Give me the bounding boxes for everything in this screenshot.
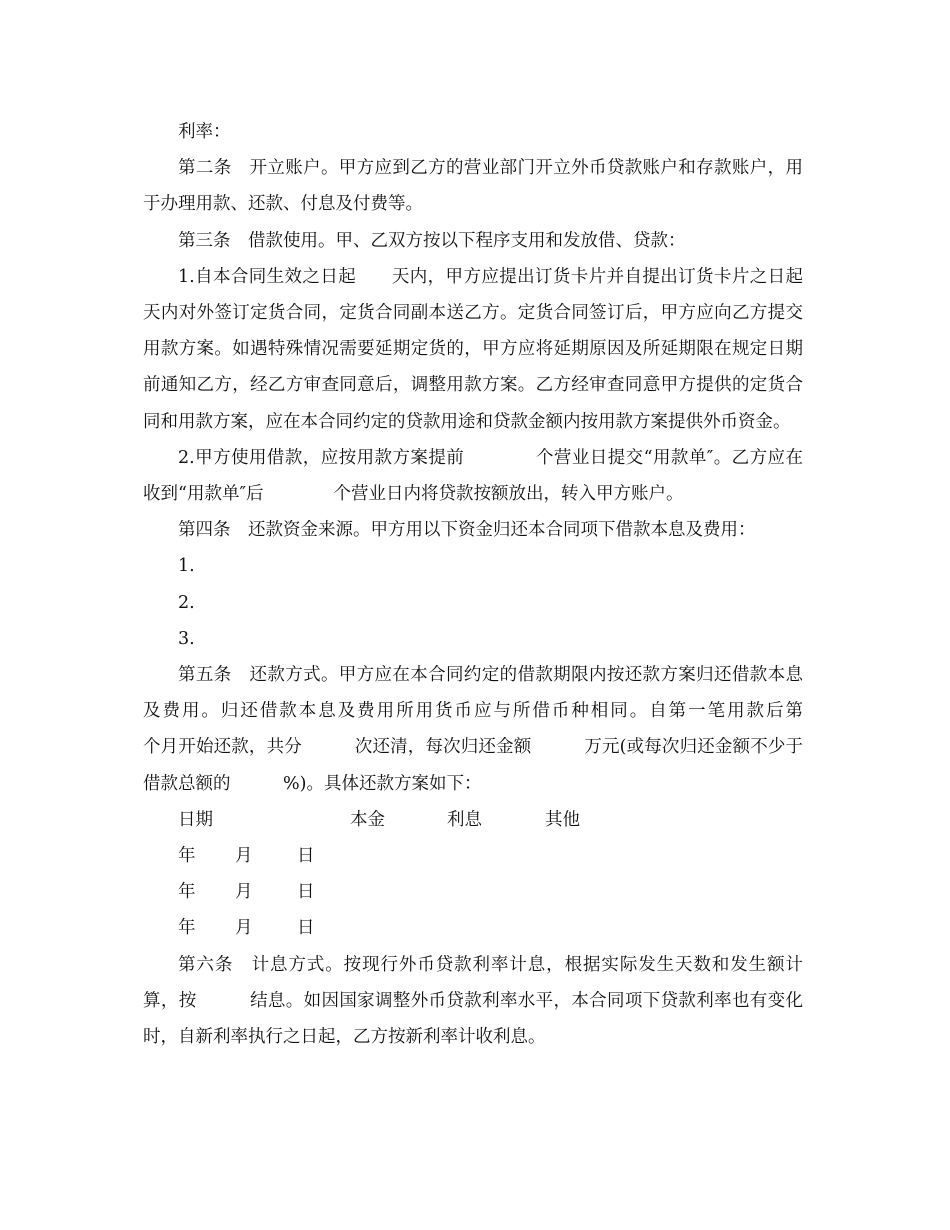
document-page (143, 114, 856, 1055)
schedule-month: 月 (235, 846, 253, 867)
schedule-header-date: 日期 (178, 809, 213, 830)
paragraph-article-4-item-3: 3. (178, 628, 195, 649)
schedule-row (143, 874, 803, 910)
paragraph-interest-rate: 利率： (178, 122, 231, 142)
paragraph-article-3: 第三条 借款使用。甲、乙双方按以下程序支用和发放借、贷款： (178, 230, 686, 251)
schedule-month: 月 (235, 882, 253, 903)
schedule-year: 年 (178, 882, 196, 903)
paragraph-article-4-item-2: 2. (178, 592, 195, 613)
paragraph-article-2: 第二条 开立账户。甲方应到乙方的营业部门开立外币贷款账户和存款账户，用于办理用款、还款、付息及付费等。 (143, 158, 803, 215)
paragraph-article-3-item-2: 2.甲方使用借款，应按用款方案提前 个营业日提交“用款单″。乙方应在收到“用款单″后 个营业日内将贷款按额放出，转入甲方账户。 (143, 447, 803, 505)
schedule-row (143, 838, 803, 874)
paragraph-article-5: 第五条 还款方式。甲方应在本合同约定的借款期限内按还款方案归还借款本息及费用。归还借款本息及费用所用货币应与所借币种相同。自第一笔用款后第 个月开始还款，共分 次还清，每次归还金额 万元(或每次归还金额不少于借款总额的 %)。具体还款方案如下： (143, 665, 856, 794)
schedule-header-other: 其他 (545, 809, 580, 830)
schedule-month: 月 (235, 918, 253, 939)
paragraph-article-6: 第六条 计息方式。按现行外币贷款利率计息，根据实际发生天数和发生额计算，按 结息。如因国家调整外币贷款利率水平，本合同项下贷款利率也有变化时，自新利率执行之日起，乙方按新利率计收利息。 (143, 954, 803, 1048)
schedule-day: 日 (297, 846, 315, 867)
schedule-header-row (143, 802, 803, 838)
paragraph-article-4: 第四条 还款资金来源。甲方用以下资金归还本合同项下借款本息及费用： (178, 520, 756, 541)
schedule-header-interest: 利息 (447, 809, 482, 830)
paragraph-article-4-item-1: 1. (178, 556, 195, 577)
paragraph-article-3-item-1: 1.自本合同生效之日起 天内，甲方应提出订货卡片并自提出订货卡片之日起 天内对外签订定货合同，定货合同副本送乙方。定货合同签订后，甲方应向乙方提交用款方案。如遇特殊情况需要延期定货的，甲方应将延期原因及所延期限在规定日期前通知乙方，经乙方审查同意后，调整用款方案。乙方经审查同意甲方提供的定货合同和用款方案，应在本合同约定的贷款用途和贷款金额内按用款方案提供外币资金。 (143, 266, 821, 432)
schedule-day: 日 (297, 882, 315, 903)
schedule-year: 年 (178, 846, 196, 867)
schedule-year: 年 (178, 918, 196, 939)
schedule-row (143, 910, 803, 946)
schedule-day: 日 (297, 918, 315, 939)
schedule-header-principal: 本金 (350, 809, 385, 830)
